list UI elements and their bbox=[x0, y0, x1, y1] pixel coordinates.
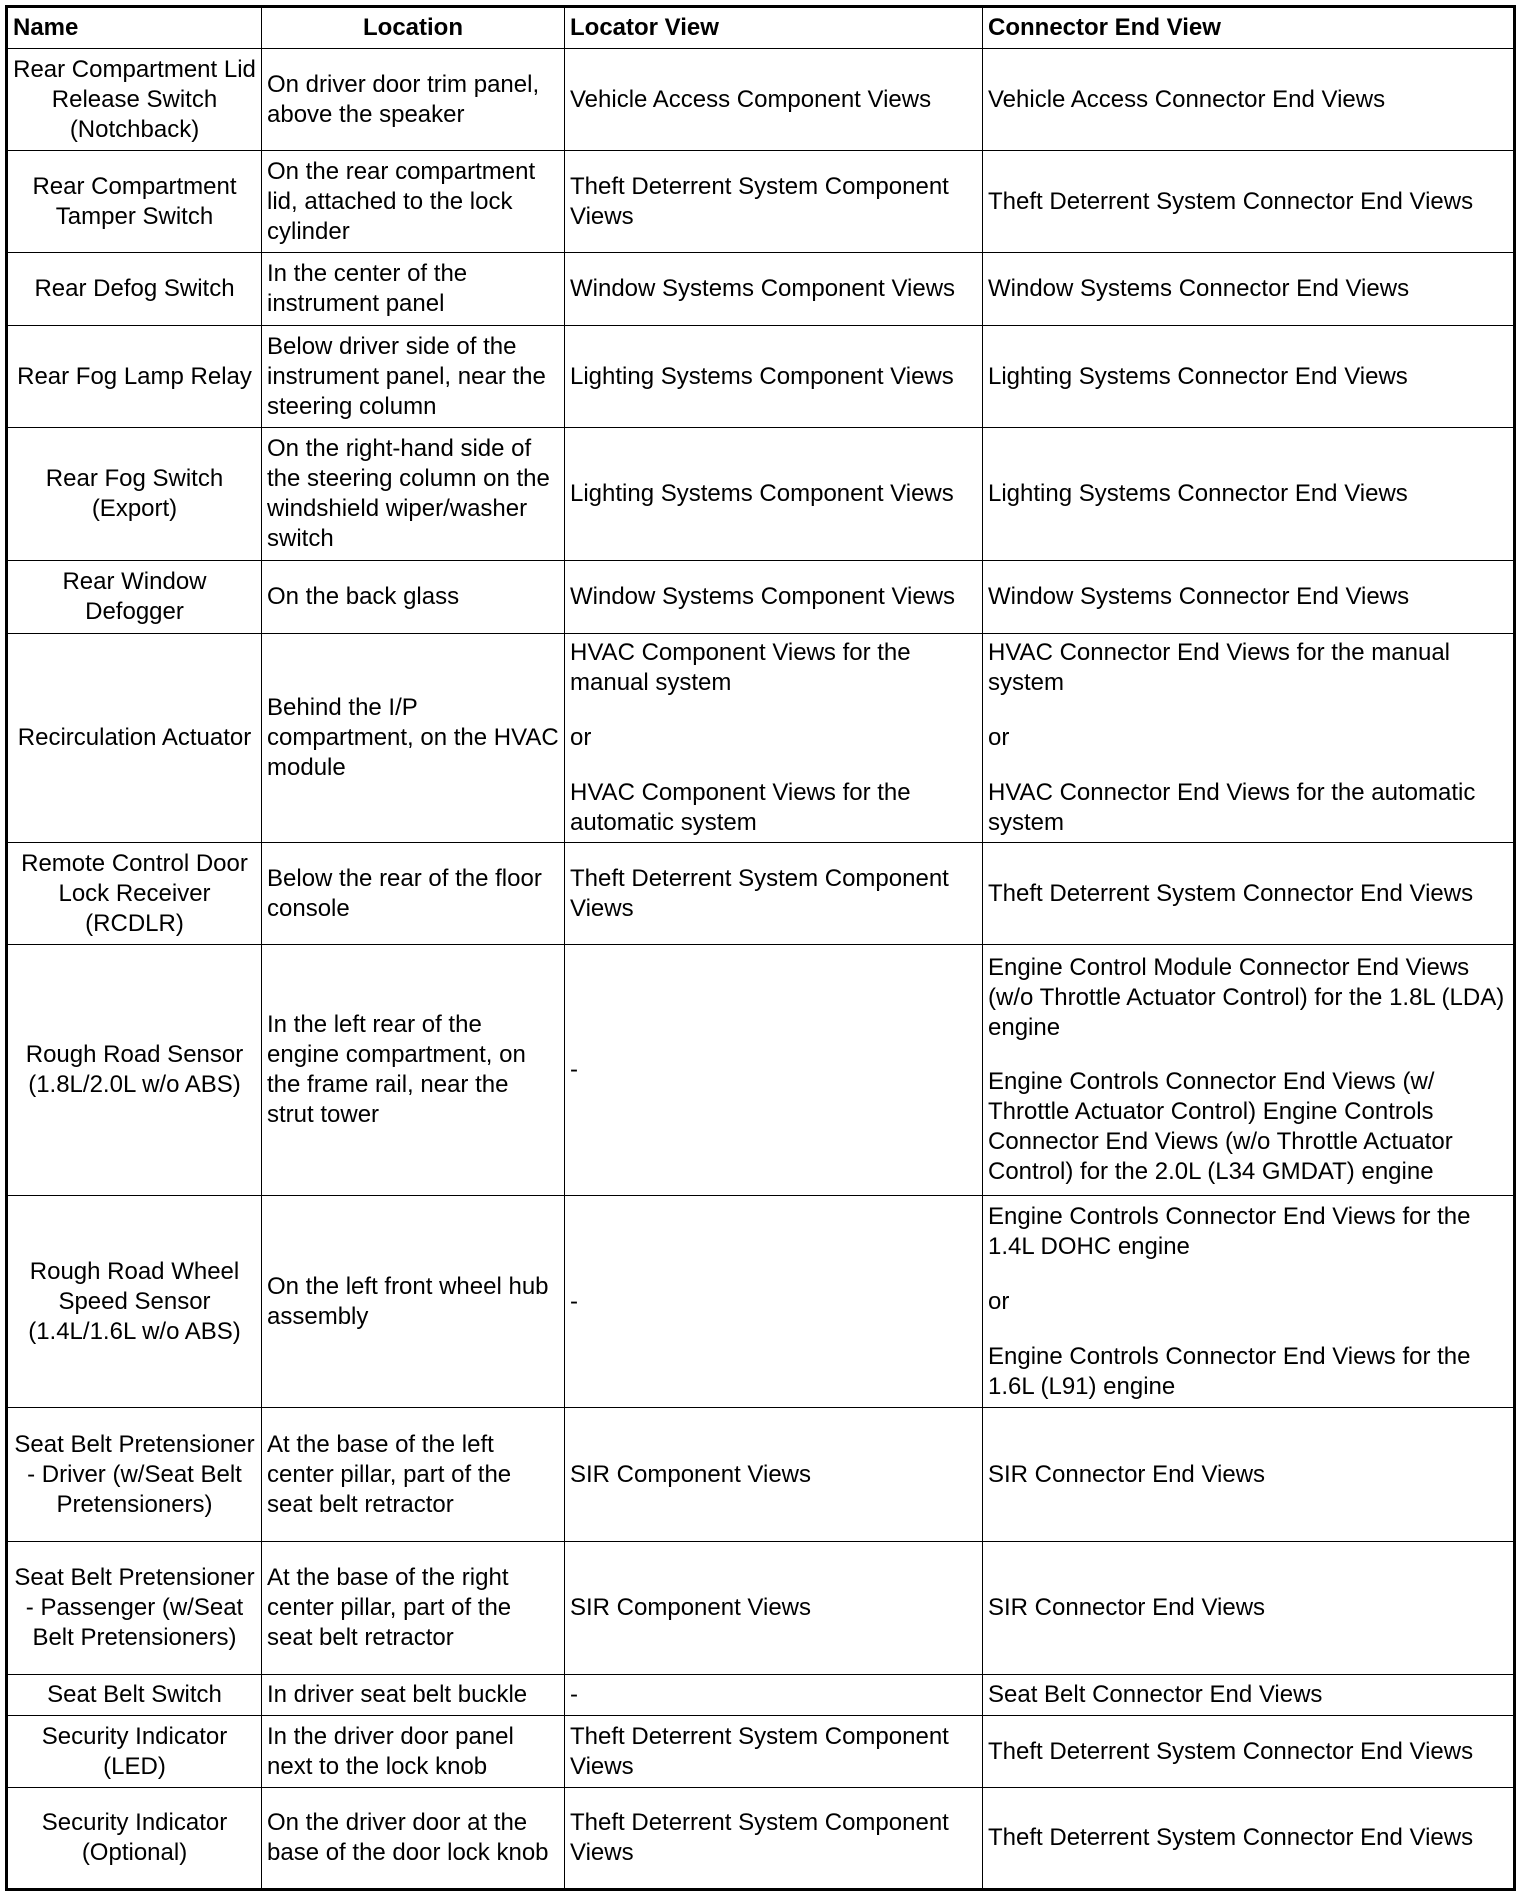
connector-end-view: SIR Connector End Views bbox=[983, 1542, 1515, 1675]
component-name: Rear Window Defogger bbox=[7, 561, 262, 634]
table-row bbox=[7, 49, 1515, 151]
component-location: On driver door trim panel, above the speaker bbox=[262, 49, 565, 151]
component-name: Rear Fog Switch (Export) bbox=[7, 428, 262, 561]
component-location: On the back glass bbox=[262, 561, 565, 634]
locator-view: Theft Deterrent System Component Views bbox=[565, 151, 983, 253]
connector-end-view bbox=[983, 945, 1515, 1196]
table-row bbox=[7, 1542, 1515, 1675]
connector-end-view: Theft Deterrent System Connector End Views bbox=[983, 151, 1515, 253]
locator-view: Window Systems Component Views bbox=[565, 561, 983, 634]
table-row bbox=[7, 151, 1515, 253]
connector-end-view-line: or bbox=[988, 724, 1010, 751]
locator-view-line: or bbox=[570, 724, 592, 751]
header-connector-end-view: Connector End View bbox=[983, 7, 1515, 49]
component-name: Rear Compartment Lid Release Switch (Notchback) bbox=[7, 49, 262, 151]
connector-end-view: Theft Deterrent System Connector End Views bbox=[983, 843, 1515, 945]
connector-end-view: Window Systems Connector End Views bbox=[983, 561, 1515, 634]
locator-view: SIR Component Views bbox=[565, 1408, 983, 1542]
table-row bbox=[7, 1788, 1515, 1890]
component-name: Rough Road Wheel Speed Sensor (1.4L/1.6L w/o ABS) bbox=[7, 1196, 262, 1408]
table-row bbox=[7, 945, 1515, 1196]
table-row bbox=[7, 561, 1515, 634]
component-location: At the base of the right center pillar, part of the seat belt retractor bbox=[262, 1542, 565, 1675]
locator-view bbox=[565, 634, 983, 843]
connector-end-view-line: Engine Controls Connector End Views for the 1.6L (L91) engine bbox=[988, 1342, 1471, 1400]
component-location: On the rear compartment lid, attached to the lock cylinder bbox=[262, 151, 565, 253]
component-name: Security Indicator (Optional) bbox=[7, 1788, 262, 1890]
component-location: In the center of the instrument panel bbox=[262, 253, 565, 326]
connector-end-view: Vehicle Access Connector End Views bbox=[983, 49, 1515, 151]
component-location: Behind the I/P compartment, on the HVAC module bbox=[262, 634, 565, 843]
table-row bbox=[7, 326, 1515, 428]
connector-end-view-line: HVAC Connector End Views for the manual system bbox=[988, 639, 1451, 696]
connector-end-view bbox=[983, 634, 1515, 843]
component-location: At the base of the left center pillar, part of the seat belt retractor bbox=[262, 1408, 565, 1542]
component-location: In the left rear of the engine compartment, on the frame rail, near the strut tower bbox=[262, 945, 565, 1196]
connector-end-view-line: Engine Control Module Connector End Views (w/o Throttle Actuator Control) for the 1.8L (LDA) engine bbox=[988, 954, 1505, 1041]
component-name: Rear Defog Switch bbox=[7, 253, 262, 326]
component-name: Remote Control Door Lock Receiver (RCDLR) bbox=[7, 843, 262, 945]
locator-view-line: HVAC Component Views for the automatic system bbox=[570, 779, 911, 836]
locator-view: - bbox=[565, 1196, 983, 1408]
locator-view: Window Systems Component Views bbox=[565, 253, 983, 326]
connector-end-view-line: HVAC Connector End Views for the automatic system bbox=[988, 779, 1476, 836]
connector-end-view-line: Engine Controls Connector End Views (w/ Throttle Actuator Control) Engine Controls Connector End Views (w/o Throttle Actuator Control) for the 2.0L (L34 GMDAT) engine bbox=[988, 1068, 1453, 1185]
locator-view: SIR Component Views bbox=[565, 1542, 983, 1675]
connector-end-view-line: Engine Controls Connector End Views for the 1.4L DOHC engine bbox=[988, 1202, 1471, 1260]
connector-end-view: Theft Deterrent System Connector End Views bbox=[983, 1716, 1515, 1788]
component-location: On the driver door at the base of the door lock knob bbox=[262, 1788, 565, 1890]
table-row bbox=[7, 634, 1515, 843]
component-name: Rough Road Sensor (1.8L/2.0L w/o ABS) bbox=[7, 945, 262, 1196]
component-name: Rear Compartment Tamper Switch bbox=[7, 151, 262, 253]
connector-end-view bbox=[983, 1196, 1515, 1408]
header-locator-view: Locator View bbox=[565, 7, 983, 49]
locator-view: - bbox=[565, 945, 983, 1196]
header-location: Location bbox=[262, 7, 565, 49]
component-location: On the right-hand side of the steering column on the windshield wiper/washer switch bbox=[262, 428, 565, 561]
table-row bbox=[7, 1716, 1515, 1788]
component-name: Security Indicator (LED) bbox=[7, 1716, 262, 1788]
component-locator-table bbox=[5, 5, 1516, 1891]
component-location: Below driver side of the instrument panel, near the steering column bbox=[262, 326, 565, 428]
component-location: Below the rear of the floor console bbox=[262, 843, 565, 945]
component-name: Recirculation Actuator bbox=[7, 634, 262, 843]
table-row bbox=[7, 1675, 1515, 1716]
connector-end-view: Theft Deterrent System Connector End Views bbox=[983, 1788, 1515, 1890]
component-name: Seat Belt Switch bbox=[7, 1675, 262, 1716]
table-row bbox=[7, 843, 1515, 945]
locator-view: Theft Deterrent System Component Views bbox=[565, 1716, 983, 1788]
connector-end-view: Lighting Systems Connector End Views bbox=[983, 326, 1515, 428]
connector-end-view: SIR Connector End Views bbox=[983, 1408, 1515, 1542]
connector-end-view: Seat Belt Connector End Views bbox=[983, 1675, 1515, 1716]
locator-view-line: HVAC Component Views for the manual system bbox=[570, 639, 911, 696]
table-row bbox=[7, 253, 1515, 326]
locator-view: Theft Deterrent System Component Views bbox=[565, 843, 983, 945]
locator-view: Theft Deterrent System Component Views bbox=[565, 1788, 983, 1890]
component-name: Rear Fog Lamp Relay bbox=[7, 326, 262, 428]
table-header-row bbox=[7, 7, 1515, 49]
component-location: In driver seat belt buckle bbox=[262, 1675, 565, 1716]
component-name: Seat Belt Pretensioner - Driver (w/Seat Belt Pretensioners) bbox=[7, 1408, 262, 1542]
locator-view: Lighting Systems Component Views bbox=[565, 326, 983, 428]
connector-end-view: Lighting Systems Connector End Views bbox=[983, 428, 1515, 561]
table-row bbox=[7, 428, 1515, 561]
component-location: On the left front wheel hub assembly bbox=[262, 1196, 565, 1408]
locator-view: - bbox=[565, 1675, 983, 1716]
locator-view: Lighting Systems Component Views bbox=[565, 428, 983, 561]
locator-view: Vehicle Access Component Views bbox=[565, 49, 983, 151]
header-name: Name bbox=[7, 7, 262, 49]
component-location: In the driver door panel next to the lock knob bbox=[262, 1716, 565, 1788]
component-name: Seat Belt Pretensioner - Passenger (w/Seat Belt Pretensioners) bbox=[7, 1542, 262, 1675]
connector-end-view-line: or bbox=[988, 1287, 1010, 1315]
connector-end-view: Window Systems Connector End Views bbox=[983, 253, 1515, 326]
table-row bbox=[7, 1408, 1515, 1542]
table-row bbox=[7, 1196, 1515, 1408]
